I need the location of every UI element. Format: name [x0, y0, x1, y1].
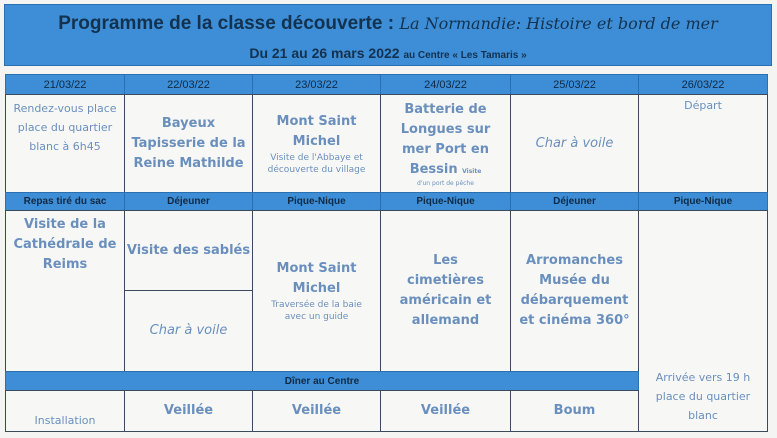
morning-activity: Batterie de Longues sur mer Port en Bessin Visite d'un port de pêche — [380, 94, 511, 193]
page-title: Programme de la classe découverte : La Normandie: Histoire et bord de mer — [58, 13, 718, 34]
afternoon-activity: Mont Saint Michel Traversée de la baie avec un guide — [252, 210, 381, 372]
evening-activity: Boum — [510, 390, 639, 432]
evening-activity: Veillée — [380, 390, 511, 432]
date-line: Du 21 au 26 mars 2022 au Centre « Les Tamaris » — [249, 45, 527, 61]
day-header: 24/03/22 — [380, 74, 511, 95]
morning-activity: Bayeux Tapisserie de la Reine Mathilde — [124, 94, 253, 193]
evening-activity: Veillée — [252, 390, 381, 432]
lunch-label: Pique-Nique — [380, 192, 511, 211]
morning-activity: Départ — [638, 94, 768, 193]
day-header: 25/03/22 — [510, 74, 639, 95]
location: au Centre « Les Tamaris » — [403, 50, 527, 61]
morning-activity: Rendez-vous place place du quartier blanc à 6h45 — [5, 94, 125, 193]
afternoon-activity: Arromanches Musée du débarquement et cinéma 360° — [510, 210, 639, 372]
afternoon-activity: Visite de la Cathédrale de Reims — [5, 210, 125, 372]
day-header: 23/03/22 — [252, 74, 381, 95]
lunch-label: Déjeuner — [124, 192, 253, 211]
lunch-label: Pique-Nique — [638, 192, 768, 211]
afternoon-activity: Les cimetières américain et allemand — [380, 210, 511, 372]
afternoon-activity: Char à voile — [124, 290, 253, 372]
day-header: 22/03/22 — [124, 74, 253, 95]
dinner-label: Dîner au Centre — [5, 371, 639, 391]
afternoon-activity: Visite des sablés — [124, 210, 253, 291]
lunch-label: Repas tiré du sac — [5, 192, 125, 211]
day-header: 21/03/22 — [5, 74, 125, 95]
evening-activity: Installation — [5, 390, 125, 432]
evening-activity: Veillée — [124, 390, 253, 432]
lunch-label: Déjeuner — [510, 192, 639, 211]
lunch-label: Pique-Nique — [252, 192, 381, 211]
page-subtitle: La Normandie: Histoire et bord de mer — [399, 14, 718, 33]
morning-activity: Char à voile — [510, 94, 639, 193]
day-header: 26/03/22 — [638, 74, 768, 95]
morning-activity: Mont Saint Michel Visite de l'Abbaye et découverte du village — [252, 94, 381, 193]
arrival-note: Arrivée vers 19 h place du quartier blanc — [638, 210, 768, 432]
